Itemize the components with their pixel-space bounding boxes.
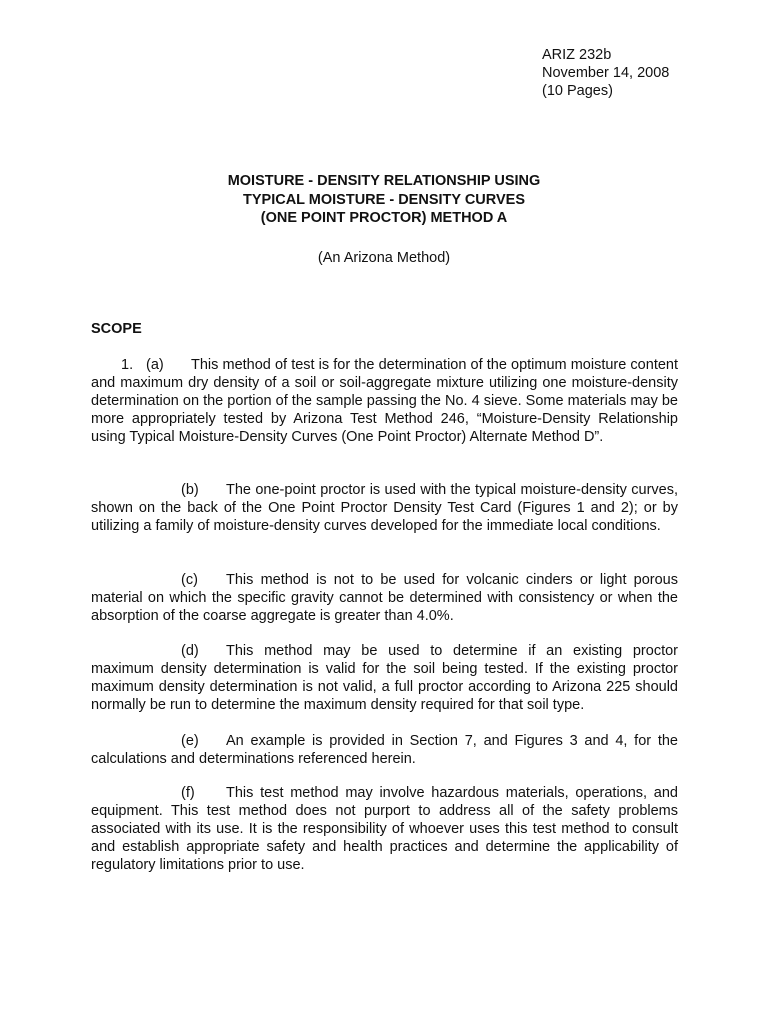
document-subtitle: (An Arizona Method): [317, 250, 451, 266]
paragraph-f: [91, 784, 678, 874]
item-number: 1.: [121, 357, 134, 373]
document-header: [542, 46, 669, 100]
title-line-2: TYPICAL MOISTURE - DENSITY CURVES: [243, 191, 525, 208]
paragraph-label: (d): [181, 643, 199, 659]
paragraph-label: (a): [146, 357, 164, 373]
paragraph-text: This method of test is for the determination of the optimum moisture content and maximum dry density of a soil or soil-aggregate mixture utilizing one moisture-density determination on the portion of the sample passing the No. 4 sieve. Some materials may be more appropriately tested by Arizona Test Method 246, “Moisture-Density Relationship using Typical Moisture-Density Curves (One Point Proctor) Alternate Method D”.: [91, 357, 678, 445]
title-line-3: (ONE POINT PROCTOR) METHOD A: [260, 210, 508, 226]
paragraph-e: [91, 732, 678, 768]
paragraph-d: [91, 642, 678, 714]
paragraph-label: (f): [181, 785, 195, 801]
paragraph-text: This method may be used to determine if an existing proctor maximum density determination is valid for the soil being tested. If the existing proctor maximum density determination is not valid, a full proctor according to Arizona 225 should normally be run to determine the maximum density required for that soil type.: [91, 643, 678, 713]
paragraph-label: (e): [181, 733, 199, 749]
paragraph-label: (b): [181, 482, 199, 498]
document-id: ARIZ 232b: [542, 47, 612, 63]
document-title: [0, 172, 768, 228]
paragraph-text: The one-point proctor is used with the typical moisture-density curves, shown on the back of the One Point Proctor Density Test Card (Figures 1 and 2); or by utilizing a family of moisture-density curves developed for the immediate local conditions.: [91, 482, 678, 534]
paragraph-label: (c): [181, 572, 198, 588]
paragraph-text: An example is provided in Section 7, and Figures 3 and 4, for the calculations and determinations referenced herein.: [91, 733, 678, 767]
paragraph-b: [91, 481, 678, 535]
document-date: November 14, 2008: [542, 65, 670, 81]
paragraph-text: This test method may involve hazardous materials, operations, and equipment. This test method does not purport to address all of the safety problems associated with its use. It is the responsibility of whoever uses this test method to consult and establish appropriate safety and health practices and determine the applicability of regulatory limitations prior to use.: [91, 785, 678, 873]
page-count: (10 Pages): [542, 83, 613, 99]
title-line-1: MOISTURE - DENSITY RELATIONSHIP USING: [227, 173, 541, 189]
paragraph-a: [91, 356, 678, 446]
section-heading-scope: SCOPE: [91, 321, 142, 337]
paragraph-text: This method is not to be used for volcanic cinders or light porous material on which the specific gravity cannot be determined with consistency or when the absorption of the coarse aggregate is greater than 4.0%.: [91, 572, 678, 624]
paragraph-c: [91, 571, 678, 625]
